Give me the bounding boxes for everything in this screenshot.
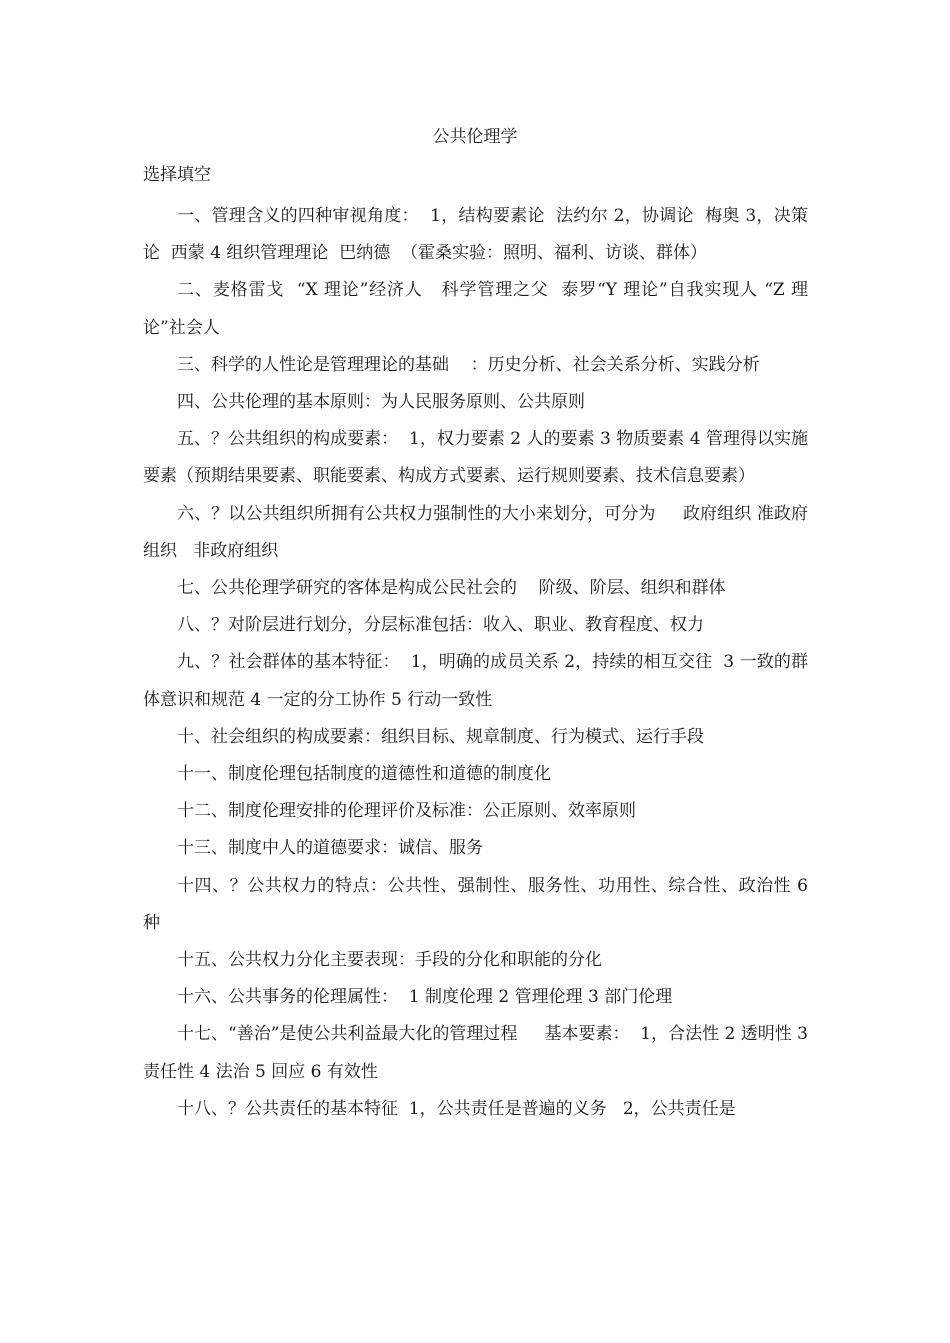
- paragraph-6: 六、？以公共组织所拥有公共权力强制性的大小来划分，可分为 政府组织 准政府组织 非政府组织: [143, 503, 808, 561]
- paragraph-4: 四、公共伦理的基本原则：为人民服务原则、公共原则: [177, 392, 585, 413]
- paragraph-15: 十五、公共权力分化主要表现：手段的分化和职能的分化: [177, 950, 602, 971]
- paragraph-7: 七、公共伦理学研究的客体是构成公民社会的 阶级、阶层、组织和群体: [177, 578, 726, 599]
- section-heading: 选择填空: [143, 165, 211, 185]
- paragraph-12: 十二、制度伦理安排的伦理评价及标准：公正原则、效率原则: [177, 801, 636, 822]
- document-title: 公共伦理学: [432, 127, 518, 147]
- paragraph-2: 二、麦格雷戈 “X 理论”经济人 科学管理之父 泰罗“Y 理论”自我实现人 “Z 理论”社会人: [143, 280, 808, 338]
- paragraph-8: 八、？对阶层进行划分，分层标准包括：收入、职业、教育程度、权力: [177, 615, 704, 636]
- paragraph-16: 十六、公共事务的伦理属性： 1 制度伦理 2 管理伦理 3 部门伦理: [177, 987, 673, 1008]
- paragraph-13: 十三、制度中人的道德要求：诚信、服务: [177, 838, 483, 859]
- paragraph-9: 九、？社会群体的基本特征： 1，明确的成员关系 2，持续的相互交往 3 一致的群体意识和规范 4 一定的分工协作 5 行动一致性: [143, 652, 808, 710]
- paragraph-17: 十七、“善治”是使公共利益最大化的管理过程 基本要素： 1，合法性 2 透明性 3 责任性 4 法治 5 回应 6 有效性: [143, 1024, 814, 1082]
- paragraph-18: 十八、？公共责任的基本特征 1，公共责任是普遍的义务 2，公共责任是: [177, 1098, 736, 1119]
- document-body: [143, 198, 814, 1128]
- paragraph-10: 十、社会组织的构成要素：组织目标、规章制度、行为模式、运行手段: [177, 726, 704, 747]
- paragraph-14: 十四、？公共权力的特点：公共性、强制性、服务性、功用性、综合性、政治性 6 种: [143, 875, 814, 933]
- paragraph-1: 一、管理含义的四种审视角度： 1，结构要素论 法约尔 2，协调论 梅奥 3，决策论 西蒙 4 组织管理理论 巴纳德 （霍桑实验：照明、福利、访谈、群体）: [143, 206, 808, 264]
- paragraph-11: 十一、制度伦理包括制度的道德性和道德的制度化: [177, 764, 551, 785]
- paragraph-3: 三、科学的人性论是管理理论的基础 ：历史分析、社会关系分析、实践分析: [177, 354, 760, 375]
- paragraph-5: 五、？公共组织的构成要素： 1，权力要素 2 人的要素 3 物质要素 4 管理得以实施要素（预期结果要素、职能要素、构成方式要素、运行规则要素、技术信息要素）: [143, 429, 808, 487]
